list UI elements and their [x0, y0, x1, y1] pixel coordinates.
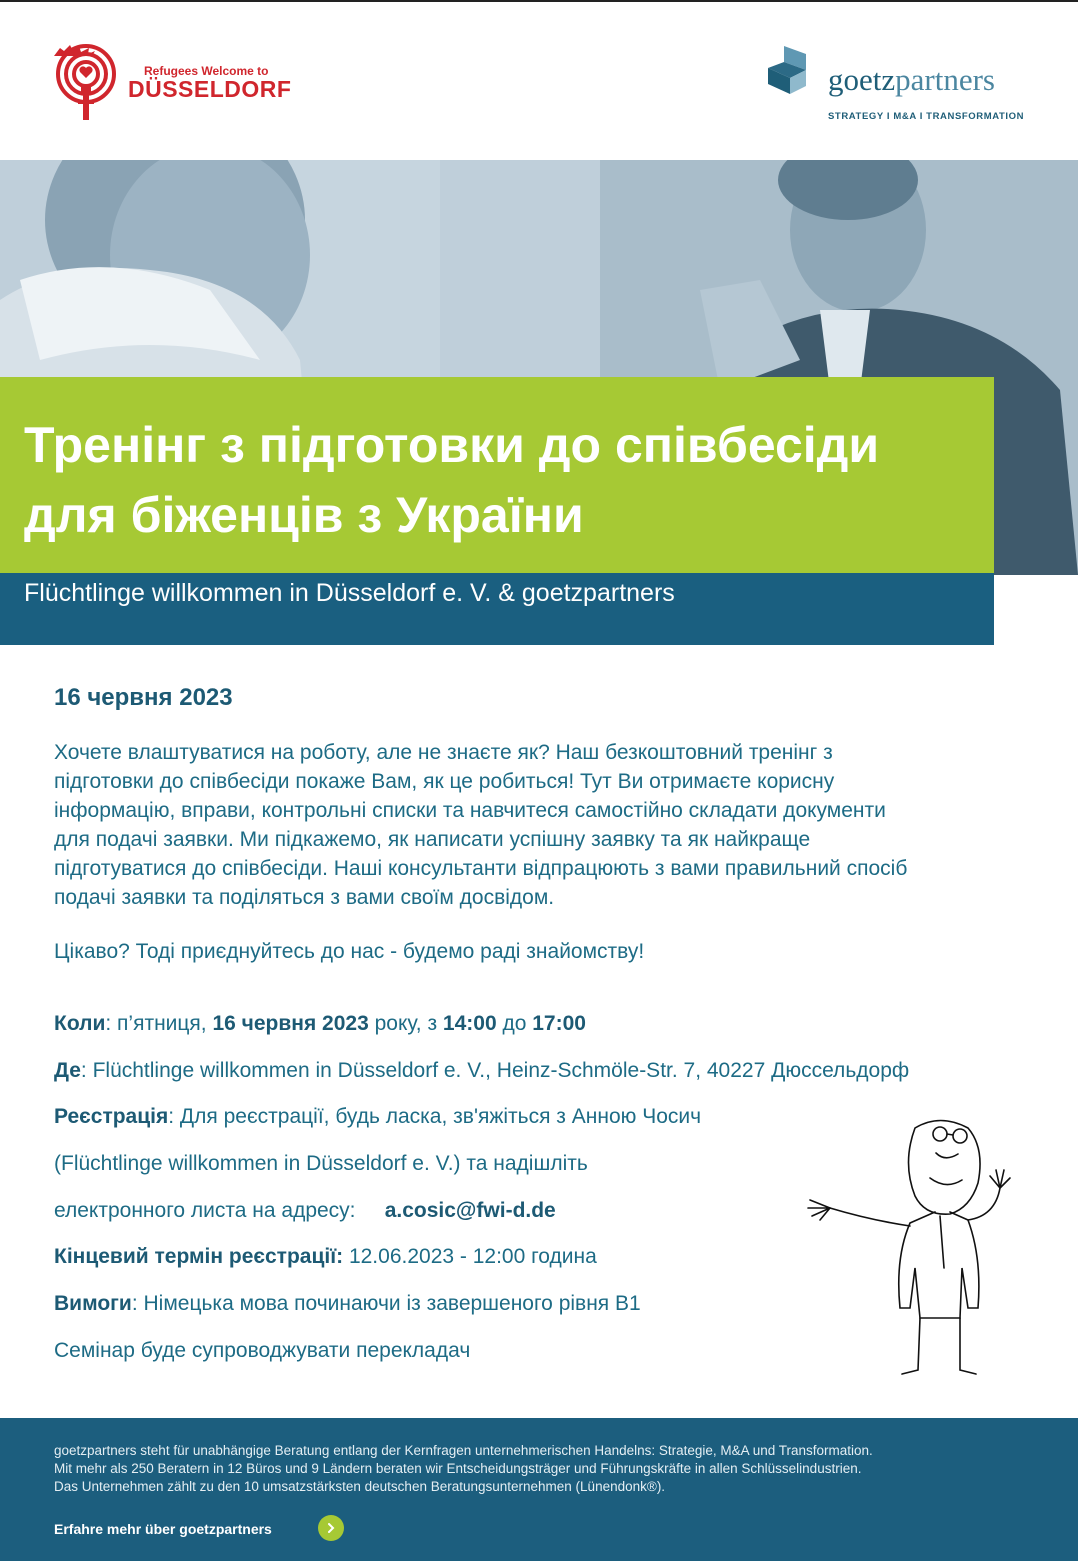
footer-line: Mit mehr als 250 Beratern in 12 Büros und 9 Ländern beraten wir Entscheidungsträger und Führungskräfte in allen Schlüsselindustrien.	[54, 1461, 862, 1476]
people-silhouettes-icon	[52, 44, 112, 58]
intro-line: для подачі заявки. Ми підкажемо, як написати успішну заявку та як найкраще	[54, 828, 811, 851]
intro-line: Хочете влаштуватися на роботу, але не знаєте як? Наш безкоштовний тренінг з	[54, 741, 833, 764]
goetzpartners-logo[interactable]	[766, 44, 1036, 126]
learn-more-link[interactable]: Erfahre mehr über goetzpartners	[54, 1521, 272, 1537]
goetzpartners-wordmark: goetzpartners	[828, 62, 995, 97]
footer-description	[54, 1442, 873, 1496]
where-label: Де	[54, 1059, 81, 1082]
logo-small-text: Refugees Welcome to	[144, 64, 269, 78]
intro-line: підготуватися до співбесіди. Наші консультанти відпрацюють з вами правильний спосіб	[54, 857, 908, 880]
deadline-label: Кінцевий термін реєстрації:	[54, 1245, 344, 1268]
call-to-action: Цікаво? Тоді приєднуйтесь до нас - будемо раді знайомству!	[54, 940, 645, 963]
registration-line-3: електронного листа на адресу: a.cosic@fwi-d.de	[54, 1199, 556, 1222]
intro-line: інформацію, вправи, контрольні списки та навчитеся самостійно складати документи	[54, 799, 886, 822]
title-line-2: для біженців з України	[24, 487, 584, 543]
goetzpartners-tagline: STRATEGY I M&A I TRANSFORMATION	[828, 111, 1025, 122]
subtitle: Flüchtlinge willkommen in Düsseldorf e. V. & goetzpartners	[24, 579, 675, 607]
intro-paragraph	[54, 738, 1044, 912]
registration-value: : Для реєстрації, будь ласка, зв'яжіться з Анною Чосич	[168, 1105, 702, 1128]
title-line-1: Тренінг з підготовки до співбесіди	[24, 417, 880, 473]
footer-line: goetzpartners steht für unabhängige Beratung entlang der Kernfragen unternehmerischen Handelns: Strategie, M&A und Transformation.	[54, 1443, 873, 1458]
intro-line: подачі заявки та поділяться з вами своїм досвідом.	[54, 886, 555, 909]
man-sketch-illustration	[790, 1108, 1020, 1388]
when-label: Коли	[54, 1012, 106, 1035]
requirements-label: Вимоги	[54, 1292, 132, 1315]
page-title	[24, 410, 984, 550]
deadline-row	[54, 1245, 597, 1269]
refugees-welcome-logo[interactable]	[52, 44, 322, 124]
where-value: : Flüchtlinge willkommen in Düsseldorf e. V., Heinz-Schmöle-Str. 7, 40227 Дюссельдорф	[80, 1059, 910, 1082]
where-row	[54, 1059, 909, 1083]
registration-email-link[interactable]: a.cosic@fwi-d.de	[384, 1199, 556, 1222]
translator-note: Семінар буде супроводжувати перекладач	[54, 1339, 471, 1362]
registration-label: Реєстрація	[54, 1105, 169, 1128]
event-date: 16 червня 2023	[54, 684, 233, 711]
deadline-value: 12.06.2023 - 12:00 година	[343, 1245, 597, 1268]
learn-more-button[interactable]	[318, 1515, 344, 1541]
when-row: Коли: п’ятниця, 16 червня 2023 року, з 14:00 до 17:00	[54, 1012, 586, 1035]
logo-city-text: DÜSSELDORF	[128, 76, 292, 102]
intro-line: підготовки до співбесіди покаже Вам, як це робиться! Тут Ви отримаєте корисну	[54, 770, 835, 793]
registration-row	[54, 1105, 701, 1129]
requirements-value: : Німецька мова починаючи із завершеного рівня B1	[131, 1292, 641, 1315]
registration-line-2: (Flüchtlinge willkommen in Düsseldorf e. V.) та надішліть	[54, 1152, 588, 1175]
footer-line: Das Unternehmen zählt zu den 10 umsatzstärksten deutschen Beratungsunternehmen (Lünendonk®).	[54, 1479, 666, 1494]
requirements-row	[54, 1292, 641, 1316]
top-border	[0, 0, 1078, 2]
chevron-right-icon	[325, 1522, 337, 1534]
cube-icon	[766, 44, 816, 96]
